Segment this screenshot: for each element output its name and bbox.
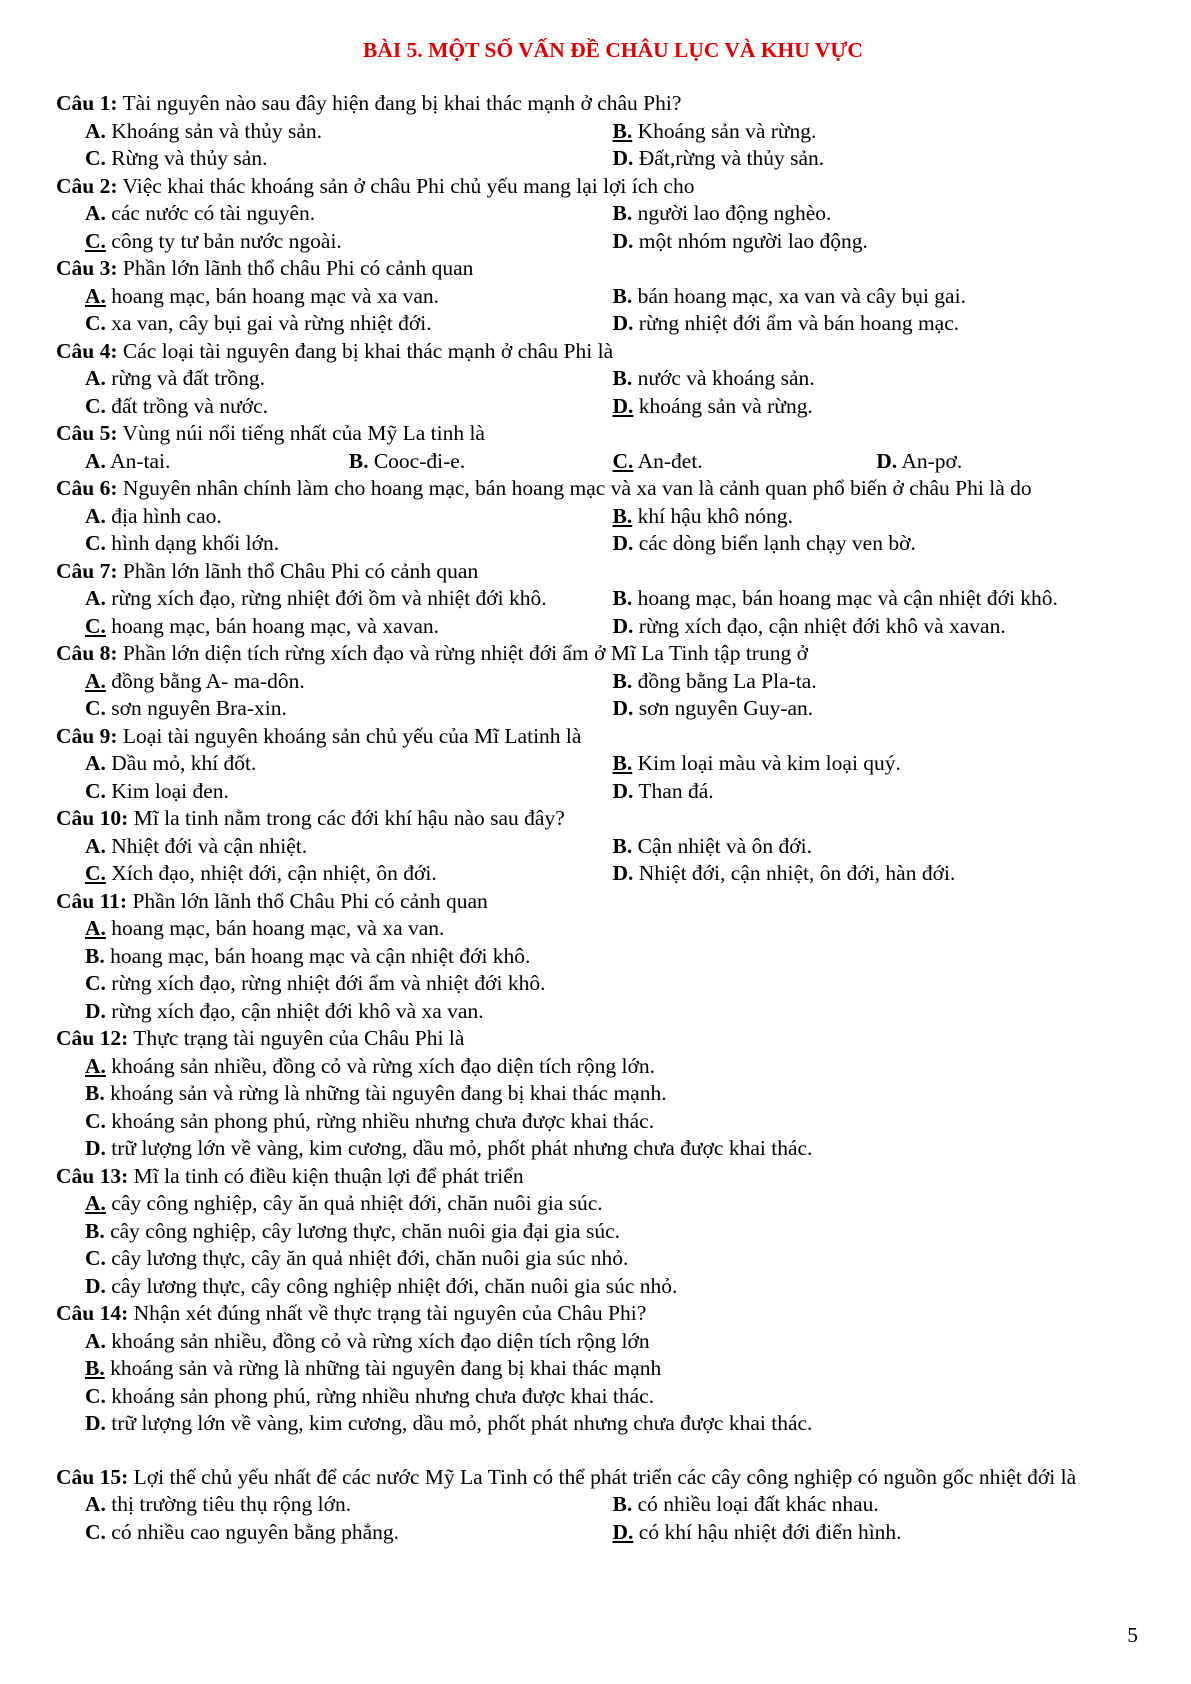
option-row [56,1108,1140,1136]
option-row [56,503,1140,531]
answer-mark: D. [612,393,634,418]
question-label: Câu 3: [56,256,118,280]
question-8 [56,640,1140,668]
answer-mark: B. [612,503,633,528]
option-a: A. hoang mạc, bán hoang mạc và xa van. [85,283,440,308]
question-text: Phần lớn lãnh thổ Châu Phi có cảnh quan [132,888,488,913]
option-row [56,1519,1140,1547]
option-d: D. khoáng sản và rừng. [612,393,813,418]
option-d: D. An-pơ. [876,448,963,473]
question-label: Câu 12: [56,1026,129,1050]
option-c: C. đất trồng và nước. [85,393,269,418]
option-b: B. bán hoang mạc, xa van và cây bụi gai. [612,283,966,308]
option-d: D. một nhóm người lao động. [612,228,868,253]
option-row [56,695,1140,723]
question-label: Câu 7: [56,558,118,583]
option-c: C. có nhiều cao nguyên bằng phẳng. [85,1519,400,1544]
answer-mark: A. [85,916,106,940]
option-row [56,1410,1140,1438]
answer-mark: B. [612,118,633,143]
answer-mark: B. [85,1356,105,1380]
option-c: C. Rừng và thủy sản. [85,146,268,170]
option-row [56,778,1140,806]
question-text: Nguyên nhân chính làm cho hoang mạc, bán hoang mạc và xa van là cảnh quan phổ biến ở châu Phi là do [122,476,1032,500]
question-13 [56,1163,1140,1191]
option-d: D. trữ lượng lớn về vàng, kim cương, dầu mỏ, phốt phát nhưng chưa được khai thác. [85,1136,813,1160]
option-row [56,1383,1140,1411]
question-text: Lợi thế chủ yếu nhất để các nước Mỹ La Tinh có thể phát triển các cây công nghiệp có nguồn gốc nhiệt đới là [133,1464,1077,1489]
question-text: Việc khai thác khoáng sản ở châu Phi chủ yếu mang lại lợi ích cho [122,173,695,198]
option-c: C. hoang mạc, bán hoang mạc, và xavan. [85,613,440,638]
question-4 [56,338,1140,366]
option-b: B. đồng bằng La Pla-ta. [612,668,817,693]
option-row [56,283,1140,311]
question-label: Câu 5: [56,421,118,445]
option-a: A. Khoáng sản và thủy sản. [85,118,323,143]
option-row [56,915,1140,943]
option-a: A. khoáng sản nhiều, đồng cỏ và rừng xích đạo diện tích rộng lớn [85,1328,650,1353]
question-label: Câu 14: [56,1301,129,1325]
question-text: Thực trạng tài nguyên của Châu Phi là [133,1026,465,1050]
option-b: B. hoang mạc, bán hoang mạc và cận nhiệt đới khô. [85,943,531,968]
page-number: 5 [1127,1623,1138,1647]
question-label: Câu 8: [56,641,118,665]
option-b: B. người lao động nghèo. [612,201,832,225]
option-row [56,1328,1140,1356]
question-label: Câu 9: [56,723,118,748]
option-row [56,998,1140,1026]
option-row [56,1053,1140,1081]
spacer [56,1438,1140,1464]
question-14 [56,1300,1140,1328]
option-d: D. các dòng biển lạnh chạy ven bờ. [612,531,916,555]
option-row [56,365,1140,393]
option-d: D. rừng xích đạo, cận nhiệt đới khô và xa van. [85,998,484,1023]
question-3 [56,255,1140,283]
option-d: D. cây lương thực, cây công nghiệp nhiệt đới, chăn nuôi gia súc nhỏ. [85,1273,678,1298]
question-10 [56,805,1140,833]
option-d: D. Đất,rừng và thủy sản. [612,146,825,170]
option-c: C. An-đet. [612,448,703,473]
question-text: Mĩ la tinh nằm trong các đới khí hậu nào sau đây? [133,806,565,830]
option-a: A. hoang mạc, bán hoang mạc, và xa van. [85,916,445,940]
option-row [56,613,1140,641]
question-label: Câu 6: [56,476,118,500]
option-a: A. đồng bằng A- ma-dôn. [85,668,305,693]
option-row [56,310,1140,338]
option-d: D. Than đá. [612,778,714,803]
option-row [56,393,1140,421]
option-row [56,1245,1140,1273]
question-label: Câu 1: [56,91,118,115]
option-c: C. hình dạng khối lớn. [85,531,280,555]
answer-mark: C. [85,861,106,885]
option-row [56,1135,1140,1163]
question-11 [56,888,1140,916]
option-a: A. khoáng sản nhiều, đồng cỏ và rừng xích đạo diện tích rộng lớn. [85,1053,655,1078]
option-c: C. rừng xích đạo, rừng nhiệt đới ẩm và nhiệt đới khô. [85,971,546,995]
question-text: Các loại tài nguyên đang bị khai thác mạnh ở châu Phi là [122,338,614,363]
option-c: C. khoáng sản phong phú, rừng nhiều nhưng chưa được khai thác. [85,1383,655,1408]
option-d: D. sơn nguyên Guy-an. [612,696,814,720]
option-row [56,448,1140,476]
option-row [56,145,1140,173]
question-12 [56,1025,1140,1053]
option-row [56,833,1140,861]
question-15 [56,1464,1140,1492]
option-b: B. có nhiều loại đất khác nhau. [612,1492,879,1516]
question-text: Phần lớn lãnh thổ châu Phi có cảnh quan [122,256,474,280]
answer-mark: D. [612,1519,634,1544]
question-text: Vùng núi nổi tiếng nhất của Mỹ La tinh là [122,421,485,445]
answer-mark: C. [85,228,106,253]
option-b: B. khoáng sản và rừng là những tài nguyên đang bị khai thác mạnh. [85,1081,667,1105]
option-b: B. Khoáng sản và rừng. [612,118,817,143]
question-label: Câu 13: [56,1163,129,1188]
option-c: C. xa van, cây bụi gai và rừng nhiệt đới. [85,311,432,335]
option-row [56,118,1140,146]
option-b: B. Cooc-đi-e. [348,448,466,473]
option-a: A. rừng xích đạo, rừng nhiệt đới ồm và nhiệt đới khô. [85,586,547,610]
question-5 [56,420,1140,448]
option-c: C. khoáng sản phong phú, rừng nhiều nhưng chưa được khai thác. [85,1108,655,1133]
option-a: A. rừng và đất trồng. [85,366,266,390]
question-text: Phần lớn diện tích rừng xích đạo và rừng nhiệt đới ẩm ở Mĩ La Tinh tập trung ở [122,641,808,665]
option-row [56,1218,1140,1246]
answer-mark: A. [85,668,106,693]
option-b: B. khoáng sản và rừng là những tài nguyên đang bị khai thác mạnh [85,1356,662,1380]
option-d: D. rừng nhiệt đới ẩm và bán hoang mạc. [612,311,960,335]
option-b: B. cây công nghiệp, cây lương thực, chăn nuôi gia đại gia súc. [85,1218,621,1243]
option-b: B. Kim loại màu và kim loại quý. [612,751,901,775]
option-c: C. Kim loại đen. [85,778,229,803]
option-a: A. Dầu mỏ, khí đốt. [85,751,257,775]
question-text: Nhận xét đúng nhất về thực trạng tài nguyên của Châu Phi? [133,1301,647,1325]
option-c: C. cây lương thực, cây ăn quả nhiệt đới, chăn nuôi gia súc nhỏ. [85,1246,629,1270]
option-row [56,200,1140,228]
answer-mark: A. [85,1053,106,1078]
answer-mark: C. [85,613,106,638]
option-a: A. An-tai. [85,448,171,473]
document-page [56,36,1140,1546]
question-text: Loại tài nguyên khoáng sản chủ yếu của Mĩ Latinh là [122,723,582,748]
question-label: Câu 15: [56,1464,129,1489]
option-c: C. công ty tư bản nước ngoài. [85,228,342,253]
option-d: D. Nhiệt đới, cận nhiệt, ôn đới, hàn đới. [612,861,956,885]
question-text: Tài nguyên nào sau đây hiện đang bị khai thác mạnh ở châu Phi? [122,91,682,115]
option-b: B. nước và khoáng sản. [612,366,815,390]
option-d: D. có khí hậu nhiệt đới điển hình. [612,1519,902,1544]
answer-mark: B. [612,751,633,775]
option-row [56,1355,1140,1383]
question-label: Câu 4: [56,338,118,363]
option-row [56,668,1140,696]
question-9 [56,723,1140,751]
option-b: B. Cận nhiệt và ôn đới. [612,833,812,858]
question-label: Câu 2: [56,173,118,198]
question-1 [56,90,1140,118]
question-7 [56,558,1140,586]
option-c: C. sơn nguyên Bra-xin. [85,696,287,720]
option-row [56,970,1140,998]
option-row [56,1080,1140,1108]
option-row [56,750,1140,778]
option-row [56,860,1140,888]
document-title: BÀI 5. MỘT SỐ VẤN ĐỀ CHÂU LỤC VÀ KHU VỰC [363,38,863,62]
option-b: B. hoang mạc, bán hoang mạc và cận nhiệt đới khô. [612,586,1058,610]
option-a: A. cây công nghiệp, cây ăn quả nhiệt đới, chăn nuôi gia súc. [85,1191,603,1215]
option-row [56,1273,1140,1301]
option-a: A. thị trường tiêu thụ rộng lớn. [85,1492,352,1516]
option-row [56,943,1140,971]
question-text: Mĩ la tinh có điều kiện thuận lợi để phát triển [133,1163,524,1188]
option-a: A. các nước có tài nguyên. [85,201,316,225]
option-a: A. địa hình cao. [85,503,222,528]
option-row [56,585,1140,613]
option-d: D. trữ lượng lớn về vàng, kim cương, dầu mỏ, phốt phát nhưng chưa được khai thác. [85,1411,813,1435]
option-d: D. rừng xích đạo, cận nhiệt đới khô và xavan. [612,613,1006,638]
option-row [56,530,1140,558]
question-label: Câu 11: [56,888,128,913]
question-6 [56,475,1140,503]
option-a: A. Nhiệt đới và cận nhiệt. [85,833,308,858]
option-row [56,228,1140,256]
answer-mark: A. [85,1191,106,1215]
option-row [56,1190,1140,1218]
answer-mark: A. [85,283,106,308]
answer-mark: C. [612,448,634,473]
option-row [56,1491,1140,1519]
option-c: C. Xích đạo, nhiệt đới, cận nhiệt, ôn đới. [85,861,437,885]
option-b: B. khí hậu khô nóng. [612,503,793,528]
question-label: Câu 10: [56,806,129,830]
question-text: Phần lớn lãnh thổ Châu Phi có cảnh quan [122,558,479,583]
question-2 [56,173,1140,201]
